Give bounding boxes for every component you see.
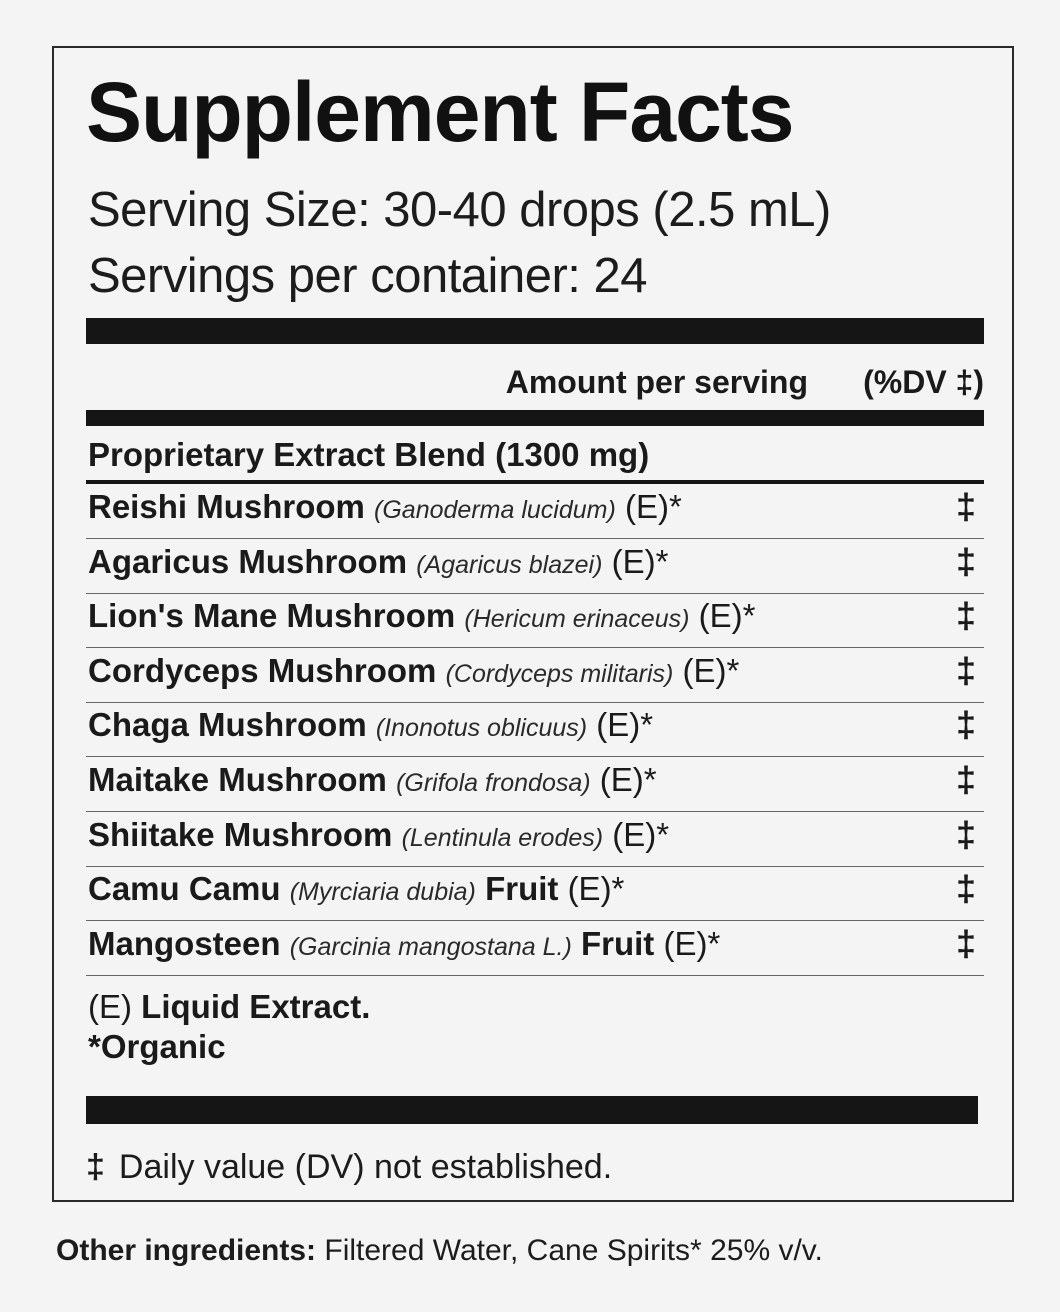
extract-legend-text: Liquid Extract.: [141, 988, 371, 1025]
ingredient-row: [86, 648, 984, 703]
ingredient-name-line: [88, 870, 624, 908]
medium-divider: [86, 410, 984, 426]
ingredient-suffix: (E)*: [624, 488, 682, 525]
ingredient-latin-name: (Ganoderma lucidum): [374, 496, 616, 524]
ingredient-latin-name: (Agaricus blazei): [416, 550, 603, 579]
ingredient-dv: ‡: [955, 759, 976, 800]
thick-divider-bottom: [86, 1096, 978, 1124]
ingredient-suffix: (E)*: [663, 924, 721, 962]
ingredient-name: Reishi Mushroom: [88, 488, 365, 525]
ingredient-name-line: [88, 543, 668, 581]
serving-size: Serving Size: 30-40 drops (2.5 mL): [88, 183, 831, 237]
thick-divider-top: [86, 318, 984, 344]
ingredient-row: [86, 812, 984, 867]
ingredient-name: Agaricus Mushroom: [88, 542, 408, 580]
ingredient-name-line: [88, 816, 669, 854]
ingredient-row: [86, 921, 984, 976]
ingredient-dv: ‡: [955, 486, 976, 527]
ingredient-dv: ‡: [955, 649, 976, 691]
ingredient-name-line: [88, 706, 653, 744]
ingredient-name: Shiitake Mushroom: [88, 815, 393, 853]
ingredient-name-line: [88, 761, 657, 799]
organic-legend: [88, 1028, 226, 1066]
ingredient-name-line: [88, 597, 755, 635]
ingredient-name: Chaga Mushroom: [88, 706, 367, 744]
double-dagger-symbol: ‡: [86, 1148, 105, 1186]
ingredient-suffix: (E)*: [612, 815, 670, 853]
ingredient-name-line: [88, 488, 682, 526]
ingredient-row: [86, 484, 984, 539]
ingredient-dv: ‡: [955, 704, 976, 746]
ingredient-name: Camu Camu: [88, 870, 281, 908]
organic-legend-text: *Organic: [88, 1028, 226, 1065]
ingredient-latin-name: (Myrciaria dubia): [289, 878, 476, 907]
ingredient-row: [86, 593, 984, 648]
ingredient-row: [86, 539, 984, 594]
ingredient-suffix: (E)*: [596, 706, 654, 744]
ingredient-row: [86, 702, 984, 757]
ingredient-name: Lion's Mane Mushroom: [88, 597, 456, 635]
dv-header: (%DV ‡): [863, 364, 984, 400]
extract-symbol: (E): [88, 988, 132, 1025]
ingredient-latin-name: (Garcinia mangostana L.): [289, 932, 572, 961]
dv-footnote: [86, 1148, 612, 1187]
ingredient-suffix: (E)*: [599, 761, 657, 798]
ingredient-latin-name: (Inonotus oblicuus): [375, 714, 588, 743]
ingredient-name: Mangosteen: [88, 924, 281, 962]
ingredient-name: Maitake Mushroom: [88, 761, 387, 798]
ingredient-row: [86, 757, 984, 812]
ingredient-latin-name: (Hericum erinaceus): [464, 605, 690, 634]
dv-footnote-text: Daily value (DV) not established.: [118, 1148, 613, 1186]
ingredient-part: Fruit: [485, 870, 559, 908]
ingredient-latin-name: (Grifola frondosa): [396, 769, 591, 797]
ingredient-suffix: (E)*: [682, 651, 740, 689]
ingredient-suffix: (E)*: [567, 870, 625, 908]
ingredient-dv: ‡: [955, 595, 976, 637]
ingredient-name-line: [88, 925, 720, 963]
ingredient-latin-name: (Lentinula erodes): [401, 823, 604, 852]
ingredient-name-line: [88, 652, 739, 690]
ingredient-dv: ‡: [955, 868, 976, 910]
ingredient-dv: ‡: [955, 813, 976, 855]
ingredient-part: Fruit: [580, 924, 655, 962]
other-ingredients-text: Filtered Water, Cane Spirits* 25% v/v.: [324, 1234, 823, 1267]
ingredient-latin-name: (Cordyceps militaris): [445, 659, 674, 688]
ingredient-suffix: (E)*: [698, 597, 756, 635]
extract-legend: [88, 988, 370, 1026]
ingredient-name: Cordyceps Mushroom: [88, 651, 437, 689]
servings-per-container: Servings per container: 24: [88, 249, 647, 303]
amount-header-row: [86, 364, 986, 400]
amount-per-serving-label: Amount per serving: [505, 364, 808, 400]
ingredient-row: [86, 866, 984, 921]
ingredient-suffix: (E)*: [611, 542, 669, 580]
other-ingredients: [56, 1234, 823, 1268]
blend-heading: Proprietary Extract Blend (1300 mg): [88, 436, 650, 473]
ingredient-dv: ‡: [955, 922, 976, 964]
ingredient-dv: ‡: [955, 540, 976, 582]
panel-title: Supplement Facts: [86, 65, 794, 159]
other-ingredients-label: Other ingredients:: [56, 1234, 317, 1267]
